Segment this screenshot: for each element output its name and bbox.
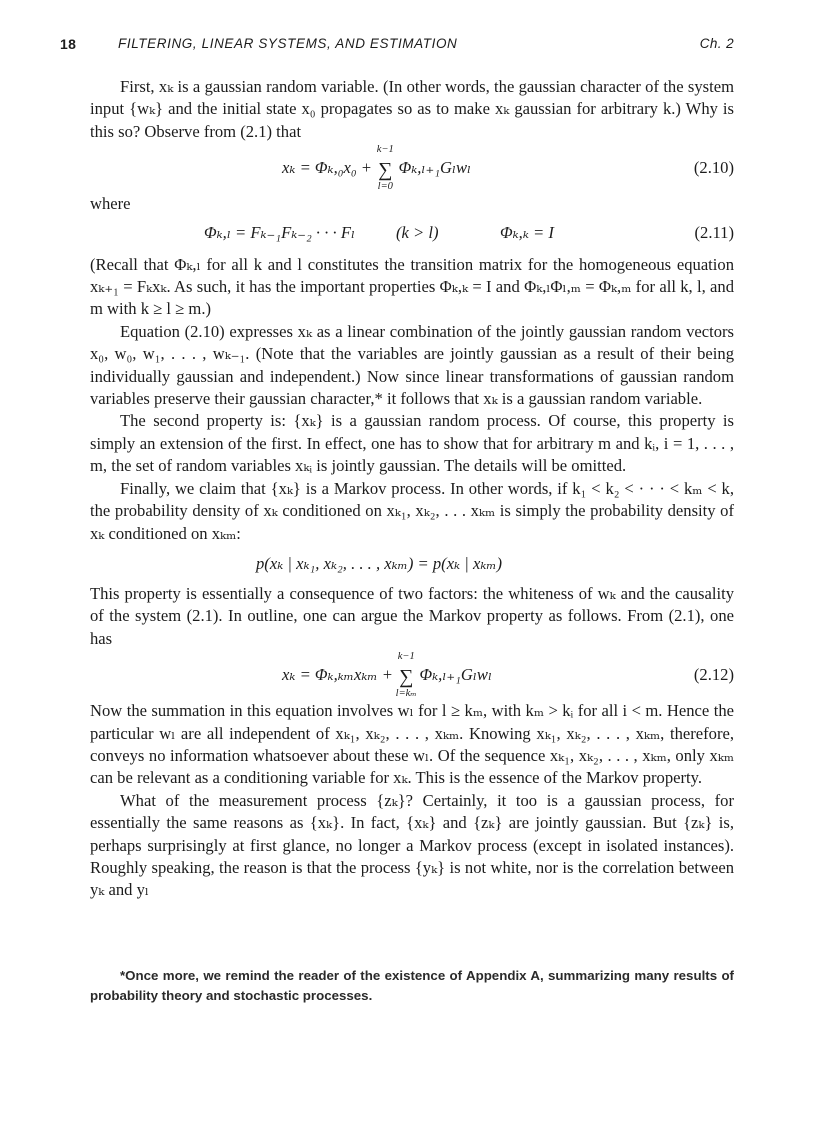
eq-2-10-rhs: Φₖ,ₗ₊₁Gₗwₗ — [398, 158, 472, 178]
summation-icon: ∑ k−1 l=kₘ — [395, 651, 417, 700]
eq-2-10-sum-upper: k−1 — [376, 144, 394, 156]
eq-2-10-lhs: xₖ = Φₖ,₀x₀ + — [282, 158, 372, 178]
eq-2-12-sum-lower: l=kₘ — [395, 688, 417, 700]
paragraph-7: Now the summation in this equation involves wₗ for l ≥ kₘ, with kₘ > kᵢ for all i < m. Hence the particular wₗ are all independent of xₖ₁, xₖ₂, . . . , xₖₘ. Knowing xₖ₁, xₖ₂, . . . , xₖₘ, therefore, conveys no information whatsoever about these wₗ. Of the sequence xₖ₁, xₖ₂, . . . , xₖₘ, only xₖₘ can be relevant as a conditioning variable for xₖ. This is the essence of the Markov property. — [90, 701, 734, 788]
paragraph-1: First, xₖ is a gaussian random variable. (In other words, the gaussian character of the system input {wₖ} and the initial state x₀ propagates so as to make xₖ gaussian for arbitrary k.) Why is this so? Observe from (2.1) that — [90, 77, 734, 141]
footnote-text: *Once more, we remind the reader of the existence of Appendix A, summarizing many results of probability theory and stochastic processes. — [90, 968, 734, 1003]
eq-2-11-number: (2.11) — [694, 222, 734, 242]
summation-icon: ∑ k−1 l=0 — [376, 144, 394, 193]
equation-2-10 — [90, 144, 734, 193]
equation-2-12 — [90, 651, 734, 700]
paragraph-4: The second property is: {xₖ} is a gaussian random process. Of course, this property is simply an extension of the first. In effect, one has to show that for arbitrary m and kᵢ, i = 1, . . . , m, the set of random variables xₖᵢ is jointly gaussian. The details will be omitted. — [90, 411, 734, 476]
main-text — [90, 76, 734, 902]
eq-2-12-sum-upper: k−1 — [397, 651, 415, 663]
eq-2-10-sum-lower: l=0 — [377, 181, 393, 193]
paragraph-5: Finally, we claim that {xₖ} is a Markov process. In other words, if k₁ < k₂ < · · · < kₘ < k, the probability density of xₖ conditioned on xₖ₁, xₖ₂, . . . xₖₘ is simply the probability density of xₖ conditioned on xₖₘ: — [90, 478, 734, 543]
eq-2-12-number: (2.12) — [693, 665, 734, 685]
eq-markov-text: p(xₖ | xₖ₁, xₖ₂, . . . , xₖₘ) = p(xₖ | xₖₘ) — [256, 553, 503, 573]
running-title: FILTERING, LINEAR SYSTEMS, AND ESTIMATION — [118, 36, 458, 51]
running-header — [60, 36, 734, 56]
eq-2-11-condition: (k > l) — [396, 222, 439, 242]
paragraph-6: This property is essentially a consequence of two factors: the whiteness of wₖ and the causality of the system (2.1). In outline, one can argue the Markov property as follows. From (2.1), one has — [90, 583, 734, 648]
paragraph-3: Equation (2.10) expresses xₖ as a linear combination of the jointly gaussian random vectors x₀, w₀, w₁, . . . , wₖ₋₁. (Note that the variables are jointly gaussian as a result of their being individually gaussian and independent.) Now since linear transformations of gaussian random variables preserve their gaussian character,* it follows that xₖ is a gaussian random variable. — [90, 321, 734, 409]
eq-2-11-identity: Φₖ,ₖ = I — [500, 222, 554, 242]
eq-2-11-text: Φₖ,ₗ = Fₖ₋₁Fₖ₋₂ · · · Fₗ — [204, 222, 355, 242]
paragraph-2: (Recall that Φₖ,ₗ for all k and l constitutes the transition matrix for the homogeneous equation xₖ₊₁ = Fₖxₖ. As such, it has the important properties Φₖ,ₖ = I and Φₖ,ₗΦₗ,ₘ = Φₖ,ₘ for all k, l, and m with k ≥ l ≥ m.) — [90, 254, 734, 319]
chapter-label: Ch. 2 — [699, 36, 734, 51]
footnote — [90, 966, 734, 1006]
paragraph-8: What of the measurement process {zₖ}? Certainly, it too is a gaussian process, for essentially the same reasons as {xₖ}. In fact, {xₖ} and {zₖ} are jointly gaussian. But {zₖ} is, perhaps surprisingly at first glance, no longer a Markov process (except in isolated instances). Roughly speaking, the reason is that the process {yₖ} is not white, nor is the correlation between yₖ and yₗ — [90, 790, 734, 900]
eq-2-12-rhs: Φₖ,ₗ₊₁Gₗwₗ — [419, 665, 492, 685]
where-label: where — [90, 194, 131, 214]
page-number: 18 — [60, 36, 77, 52]
equation-markov — [90, 549, 734, 581]
eq-2-10-number: (2.10) — [693, 158, 734, 178]
eq-2-12-lhs: xₖ = Φₖ,ₖₘxₖₘ + — [282, 665, 393, 685]
equation-2-11 — [90, 220, 734, 252]
